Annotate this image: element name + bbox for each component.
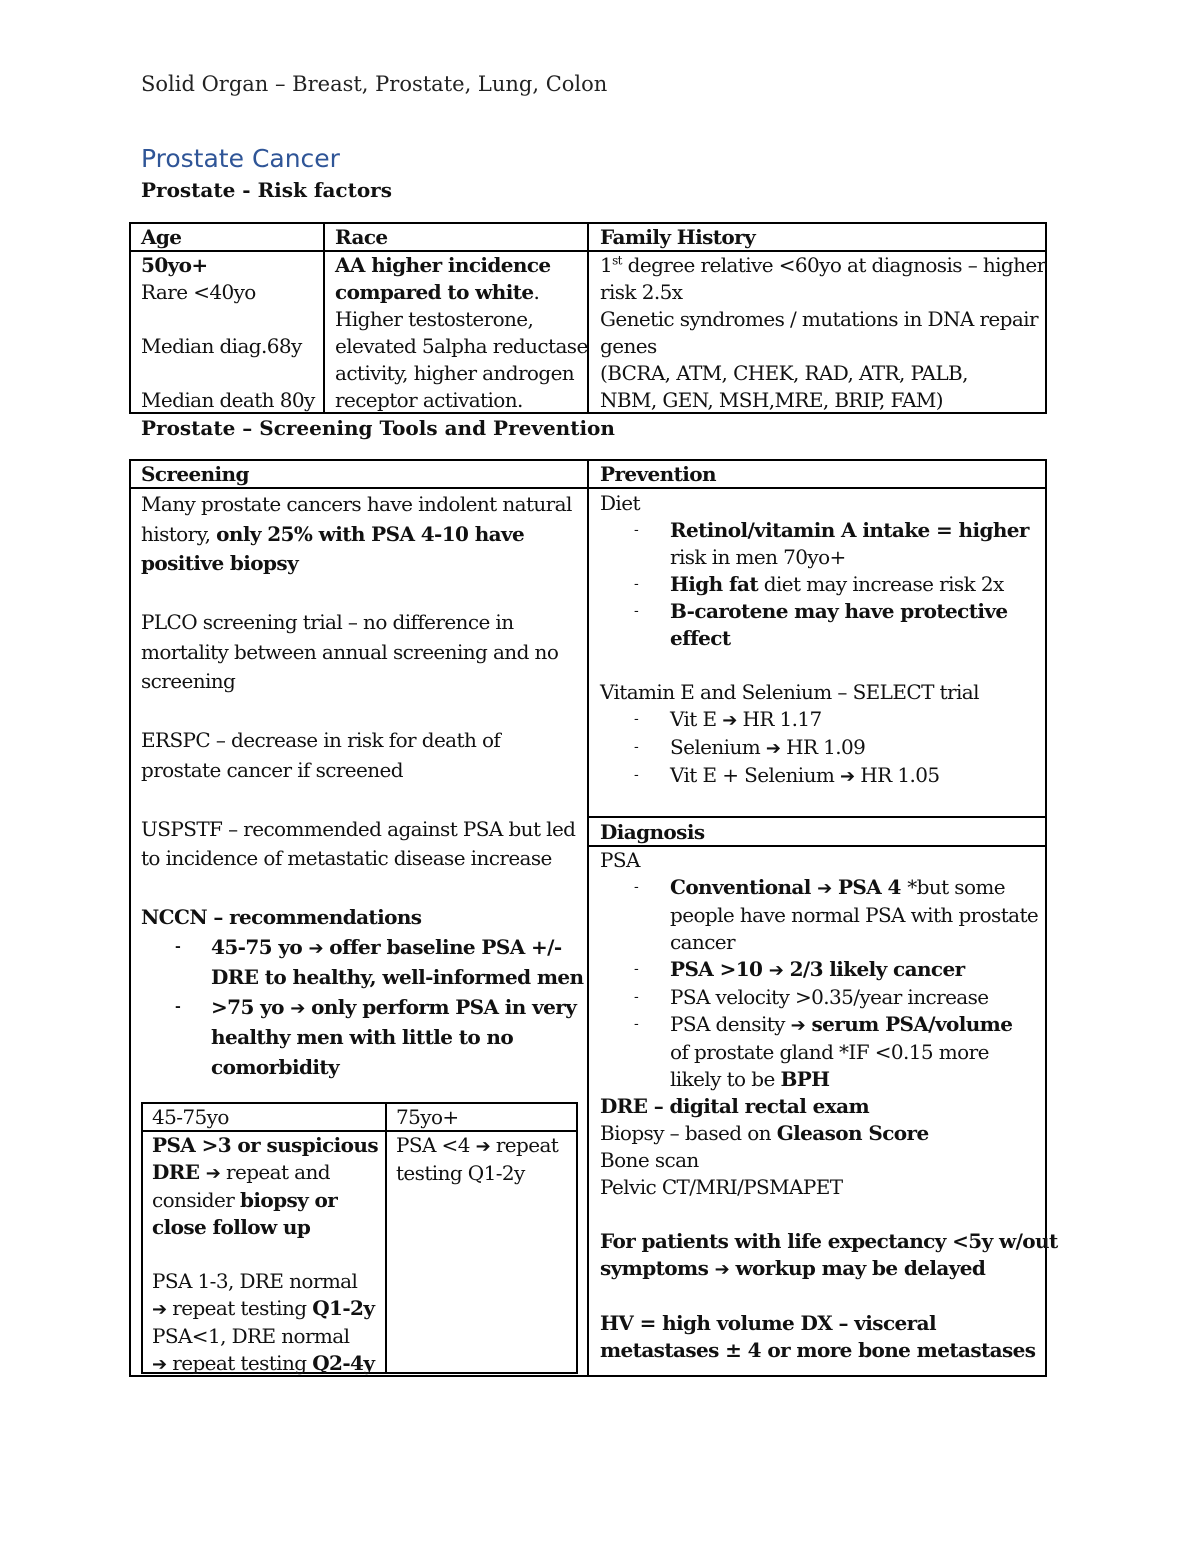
inner-line: repeat and xyxy=(220,1160,330,1184)
list-item: - High fat diet may increase risk 2x xyxy=(600,571,1029,598)
inner-cell-75-plus xyxy=(396,1132,558,1187)
screening-line: Many prostate cancers have indolent natural xyxy=(141,492,572,516)
screening-line: ERSPC – decrease in risk for death of xyxy=(141,728,501,752)
age-cell xyxy=(141,252,315,414)
list-item: - Vit E + Selenium ➔ HR 1.05 xyxy=(600,762,1029,790)
header-screening: Screening xyxy=(141,462,249,486)
family-line: 1 xyxy=(600,253,613,277)
diagnosis-line: PSA xyxy=(600,848,640,872)
age-line: Rare <40yo xyxy=(141,280,256,304)
inner-bold: Q2-4y xyxy=(312,1351,375,1375)
family-line: genes xyxy=(600,334,657,358)
list-item: - Retinol/vitamin A intake = higher xyxy=(600,517,1029,544)
header-age: Age xyxy=(141,225,182,249)
arrow-icon: ➔ xyxy=(790,1015,806,1036)
inner-bold: close follow up xyxy=(152,1215,311,1239)
list-item: - Vit E ➔ HR 1.17 xyxy=(600,706,1029,734)
family-line: (BCRA, ATM, CHEK, RAD, ATR, PALB, xyxy=(600,361,968,385)
screening-line: USPSTF – recommended against PSA but led xyxy=(141,816,576,841)
superscript: st xyxy=(612,253,622,268)
arrow-icon: ➔ xyxy=(722,710,737,731)
inner-bold: biopsy or xyxy=(239,1188,338,1212)
list-item-cont: of prostate gland *IF <0.15 more xyxy=(670,1040,989,1064)
table-divider xyxy=(385,1102,387,1374)
table-divider xyxy=(323,222,325,414)
inner-header-75-plus: 75yo+ xyxy=(396,1105,459,1129)
table-divider xyxy=(129,487,1047,489)
header-diagnosis: Diagnosis xyxy=(600,820,705,844)
arrow-icon: ➔ xyxy=(475,1136,491,1157)
race-line: Higher testosterone, xyxy=(335,307,534,331)
diagnosis-line: Bone scan xyxy=(600,1148,699,1172)
inner-cell-45-75 xyxy=(152,1132,378,1378)
prevention-line: Diet xyxy=(600,491,640,515)
inner-line: PSA <4 xyxy=(396,1133,476,1157)
arrow-icon: ➔ xyxy=(290,997,305,1019)
list-item: - 45-75 yo ➔ offer baseline PSA +/- xyxy=(141,933,583,964)
arrow-icon: ➔ xyxy=(308,937,323,959)
screening-line: history, xyxy=(141,521,217,546)
inner-line: consider xyxy=(152,1188,240,1212)
diagnosis-bold: DRE – digital rectal exam xyxy=(600,1094,870,1118)
page-title: Prostate Cancer xyxy=(141,144,340,173)
prevention-line: Vitamin E and Selenium – SELECT trial xyxy=(600,680,979,704)
family-history-cell xyxy=(600,252,1046,414)
list-item-cont: risk in men 70yo+ xyxy=(670,545,846,569)
family-line: degree relative <60yo at diagnosis – higher xyxy=(621,253,1046,277)
header-race: Race xyxy=(335,225,388,249)
screening-line: screening xyxy=(141,669,236,693)
table-divider xyxy=(587,816,1047,818)
arrow-icon: ➔ xyxy=(152,1299,167,1320)
list-item: - PSA velocity >0.35/year increase xyxy=(600,984,1058,1011)
race-bold: compared to white xyxy=(335,280,534,304)
list-item: - PSA >10 ➔ 2/3 likely cancer xyxy=(600,956,1058,984)
table-divider xyxy=(587,459,589,1377)
age-line: Median death 80y xyxy=(141,388,315,412)
list-item-cont: effect xyxy=(670,626,731,650)
race-punct: . xyxy=(533,280,540,304)
race-line: receptor activation. xyxy=(335,388,523,412)
list-item-cont: likely to be BPH xyxy=(670,1067,830,1091)
inner-line: PSA 1-3, DRE normal xyxy=(152,1269,358,1293)
family-line: risk 2.5x xyxy=(600,280,683,304)
inner-bold: PSA >3 or suspicious xyxy=(152,1133,378,1157)
diagnosis-bold: Gleason Score xyxy=(776,1121,929,1145)
list-item-cont: people have normal PSA with prostate xyxy=(670,903,1039,927)
family-line: Genetic syndromes / mutations in DNA repair xyxy=(600,307,1038,331)
list-item-cont: healthy men with little to no xyxy=(211,1025,514,1049)
screening-bold: only 25% with PSA 4-10 have xyxy=(216,521,525,546)
race-line: elevated 5alpha reductase xyxy=(335,334,588,358)
diagnosis-bold: workup may be delayed xyxy=(729,1256,986,1280)
age-line: Median diag.68y xyxy=(141,334,302,358)
list-item: - Conventional ➔ PSA 4 *but some xyxy=(600,874,1058,902)
diagnosis-line: Biopsy – based on xyxy=(600,1121,777,1145)
list-item: - B-carotene may have protective xyxy=(600,598,1029,625)
diagnosis-bold: symptoms xyxy=(600,1256,715,1280)
family-line: NBM, GEN, MSH,MRE, BRIP, FAM) xyxy=(600,388,943,412)
race-bold: AA higher incidence xyxy=(335,253,551,277)
risk-factors-heading: Prostate - Risk factors xyxy=(141,178,392,202)
diagnosis-bold: metastases ± 4 or more bone metastases xyxy=(600,1338,1036,1362)
inner-bold: Q1-2y xyxy=(312,1296,375,1320)
screening-bold: positive biopsy xyxy=(141,551,299,575)
screening-heading: Prostate – Screening Tools and Prevention xyxy=(141,416,615,440)
nccn-heading: NCCN – recommendations xyxy=(141,905,422,929)
list-item: - PSA density ➔ serum PSA/volume xyxy=(600,1011,1058,1039)
inner-line: PSA<1, DRE normal xyxy=(152,1324,350,1348)
list-item: - Selenium ➔ HR 1.09 xyxy=(600,734,1029,762)
arrow-icon: ➔ xyxy=(817,878,832,899)
list-item-cont: cancer xyxy=(670,930,736,954)
race-line: activity, higher androgen xyxy=(335,361,575,385)
arrow-icon: ➔ xyxy=(152,1354,167,1375)
list-item: - >75 yo ➔ only perform PSA in very xyxy=(141,993,583,1024)
diagnosis-cell xyxy=(600,847,1058,1364)
diagnosis-bold: HV = high volume DX – visceral xyxy=(600,1311,936,1335)
inner-header-45-75: 45-75yo xyxy=(152,1105,229,1129)
list-item-cont: DRE to healthy, well-informed men xyxy=(211,965,584,989)
arrow-icon: ➔ xyxy=(205,1163,221,1184)
prevention-cell xyxy=(600,490,1029,790)
arrow-icon: ➔ xyxy=(714,1259,730,1280)
diagnosis-line: Pelvic CT/MRI/PSMAPET xyxy=(600,1175,843,1199)
arrow-icon: ➔ xyxy=(768,960,784,981)
inner-line: repeat xyxy=(490,1133,559,1157)
screening-cell xyxy=(141,490,583,1082)
arrow-icon: ➔ xyxy=(765,738,781,759)
screening-line: PLCO screening trial – no difference in xyxy=(141,610,514,634)
inner-line: repeat testing xyxy=(166,1351,313,1375)
inner-line: testing Q1-2y xyxy=(396,1161,525,1185)
age-main: 50yo+ xyxy=(141,253,208,277)
screening-line: to incidence of metastatic disease increase xyxy=(141,846,552,870)
diagnosis-bold: For patients with life expectancy <5y w/out xyxy=(600,1229,1058,1253)
inner-bold: DRE xyxy=(152,1160,206,1184)
page-header: Solid Organ – Breast, Prostate, Lung, Colon xyxy=(141,72,608,96)
screening-line: mortality between annual screening and no xyxy=(141,639,559,664)
list-item-cont: comorbidity xyxy=(211,1054,339,1079)
header-prevention: Prevention xyxy=(600,462,716,486)
inner-line: repeat testing xyxy=(166,1296,313,1320)
arrow-icon: ➔ xyxy=(840,766,855,787)
race-cell xyxy=(335,252,588,414)
screening-line: prostate cancer if screened xyxy=(141,757,403,782)
header-family-history: Family History xyxy=(600,225,756,249)
